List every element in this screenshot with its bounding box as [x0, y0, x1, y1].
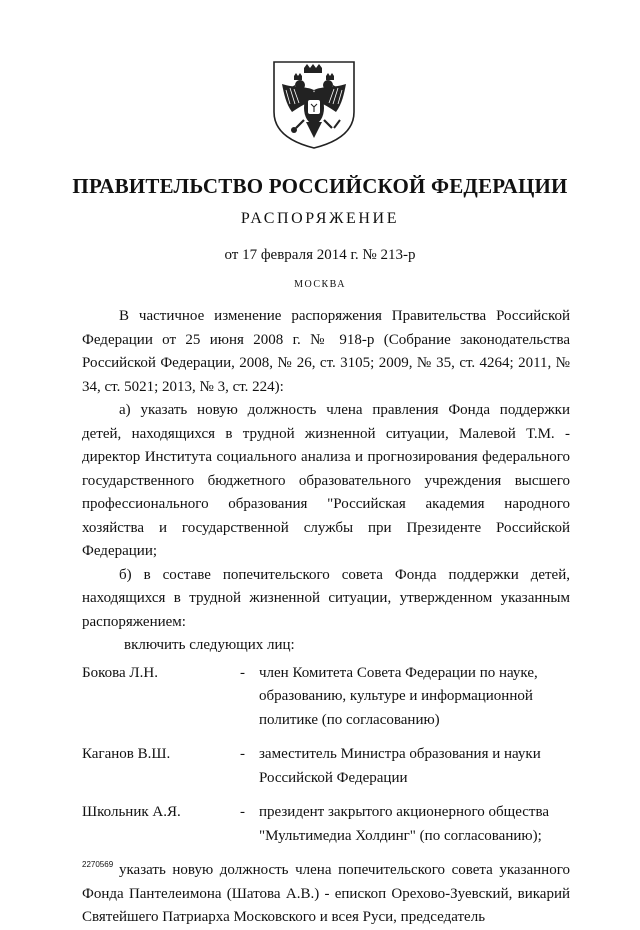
- document-body: [82, 305, 570, 930]
- document-city: МОСКВА: [294, 279, 346, 290]
- person-dash: -: [240, 746, 245, 762]
- item-a-paragraph: а) указать новую должность члена правления Фонда поддержки детей, находящихся в трудной жизненной ситуации, Малевой Т.М. - директор Института социального анализа и прогнозирования федерального государственного бюджетного образовательного учреждения высшего профессионального образования "Российская академия народного хозяйства и государственной службы при Президенте Российской Федерации;: [82, 402, 570, 559]
- person-entry: [82, 743, 570, 790]
- item-b-paragraph: б) в составе попечительского совета Фонда поддержки детей, находящихся в трудной жизненной ситуации, утвержденном указанным распоряжением:: [82, 566, 570, 630]
- intro-paragraph: В частичное изменение распоряжения Правительства Российской Федерации от 25 июня 2008 г. № 918-р (Собрание законодательства Российской Федерации, 2008, № 26, ст. 3105; 2009, № 35, ст. 4264; 2011, № 34, ст. 5021; 2013, № 3, ст. 224):: [82, 308, 570, 395]
- person-dash: -: [240, 804, 245, 820]
- document-type: РАСПОРЯЖЕНИЕ: [240, 210, 400, 227]
- person-name: Каганов В.Ш.: [82, 746, 171, 762]
- person-name: Школьник А.Я.: [82, 804, 181, 820]
- closing-paragraph: указать новую должность члена попечительского совета указанного Фонда Пантелеимона (Шатова А.В.) - епископ Орехово-Зуевский, викарий Святейшего Патриарха Московского и всея Руси, председатель: [82, 862, 570, 925]
- person-entry: [82, 662, 570, 733]
- person-role: член Комитета Совета Федерации по науке, образованию, культуре и информационной политике (по согласованию): [259, 664, 538, 728]
- person-dash: -: [240, 664, 245, 681]
- document-date-number: от 17 февраля 2014 г. № 213-р: [224, 247, 416, 263]
- persons-list: [82, 662, 570, 849]
- include-line: включить следующих лиц:: [124, 637, 295, 653]
- government-title: ПРАВИТЕЛЬСТВО РОССИЙСКОЙ ФЕДЕРАЦИИ: [72, 174, 568, 198]
- coat-of-arms-emblem: [268, 58, 360, 150]
- person-role: заместитель Министра образования и науки Российской Федерации: [259, 746, 541, 786]
- person-entry: [82, 801, 570, 848]
- double-headed-eagle-icon: [268, 58, 360, 150]
- document-number: 2270569: [82, 860, 114, 869]
- person-role: президент закрытого акционерного общества "Мультимедиа Холдинг" (по согласованию);: [259, 804, 549, 844]
- person-name: Бокова Л.Н.: [82, 664, 158, 681]
